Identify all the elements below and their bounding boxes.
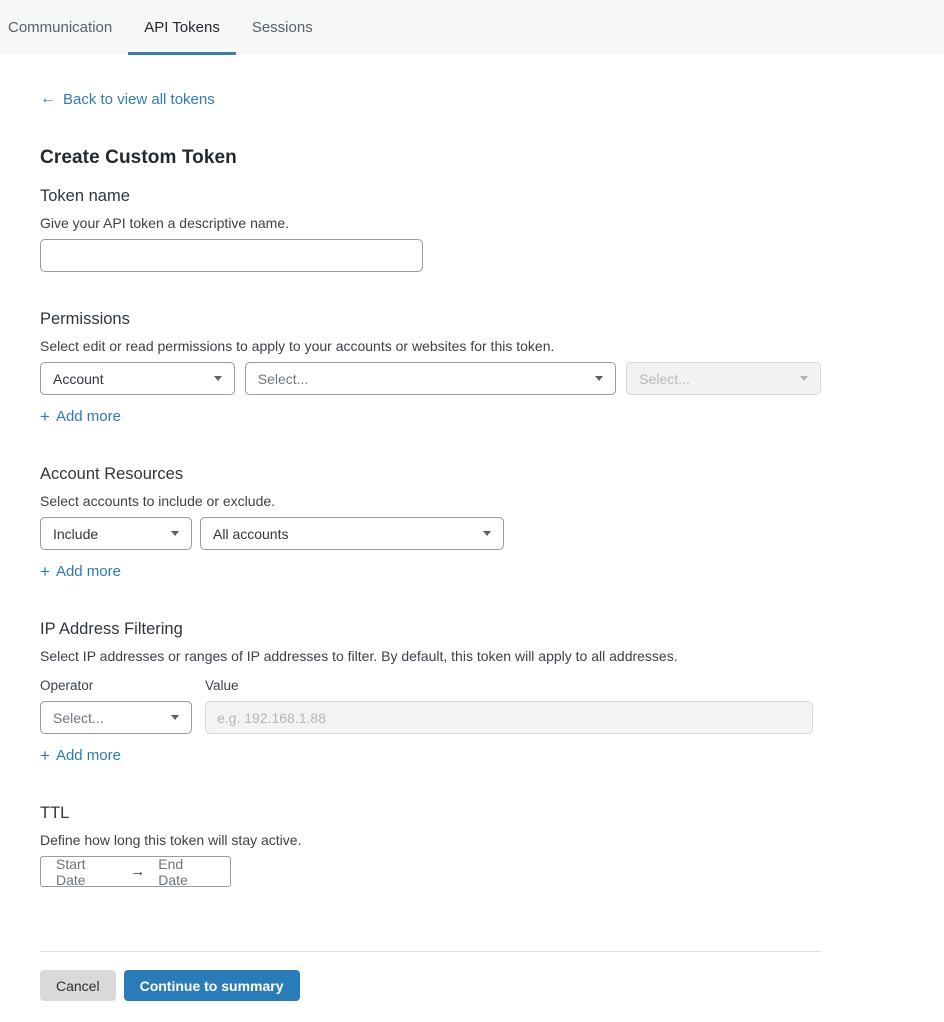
account-selection-select[interactable]	[200, 517, 504, 550]
token-name-input[interactable]	[40, 239, 423, 272]
plus-icon: +	[40, 407, 50, 426]
account-resources-add-more-label: Add more	[55, 563, 121, 580]
chevron-down-icon	[171, 531, 179, 536]
ip-value-input	[205, 701, 813, 734]
account-include-exclude-select[interactable]	[40, 517, 192, 550]
section-token-name	[40, 187, 821, 272]
permission-scope-select[interactable]	[40, 362, 235, 395]
tab-sessions-label: Sessions	[251, 19, 313, 36]
chevron-down-icon	[483, 531, 491, 536]
back-to-tokens-link[interactable]	[40, 90, 215, 108]
permissions-add-more-label: Add more	[55, 408, 121, 425]
token-name-description: Give your API token a descriptive name.	[40, 215, 290, 231]
permissions-heading: Permissions	[40, 310, 130, 328]
main-content	[0, 55, 861, 1001]
tab-api-tokens[interactable]	[128, 0, 236, 55]
ip-operator-placeholder: Select...	[53, 709, 104, 726]
plus-icon: +	[40, 562, 50, 581]
account-resources-add-more-link[interactable]	[40, 563, 121, 580]
start-date-placeholder: Start Date	[56, 855, 86, 888]
account-resources-heading: Account Resources	[40, 465, 184, 483]
section-ttl	[40, 804, 821, 887]
ip-filtering-add-more-link[interactable]	[40, 747, 121, 764]
tab-communication-label: Communication	[8, 19, 113, 36]
value-label: Value	[205, 678, 239, 693]
ip-filtering-add-more-label: Add more	[55, 747, 121, 764]
permission-scope-value: Account	[53, 370, 104, 387]
chevron-down-icon	[595, 376, 603, 381]
chevron-down-icon	[214, 376, 222, 381]
plus-icon: +	[40, 746, 50, 765]
right-arrow-icon: →	[130, 863, 146, 880]
page-title: Create Custom Token	[40, 147, 237, 168]
account-resources-description: Select accounts to include or exclude.	[40, 493, 276, 509]
ttl-date-range-picker[interactable]	[40, 856, 231, 887]
permission-resource-placeholder: Select...	[257, 370, 309, 387]
tab-bar	[0, 0, 944, 55]
tab-communication[interactable]	[0, 0, 128, 55]
continue-to-summary-button[interactable]: Continue to summary	[124, 970, 300, 1001]
cancel-button[interactable]: Cancel	[40, 970, 116, 1001]
chevron-down-icon	[800, 376, 808, 381]
permission-level-select	[626, 362, 821, 395]
ttl-heading: TTL	[40, 804, 70, 822]
account-include-exclude-value: Include	[53, 525, 99, 542]
permissions-description: Select edit or read permissions to apply to your accounts or websites for this token.	[40, 338, 555, 354]
ip-filtering-description: Select IP addresses or ranges of IP addresses to filter. By default, this token will apply to all addresses.	[40, 648, 678, 664]
section-account-resources	[40, 465, 821, 582]
footer-actions	[40, 970, 821, 1001]
ip-operator-select[interactable]	[40, 701, 192, 734]
chevron-down-icon	[171, 715, 179, 720]
ttl-description: Define how long this token will stay active.	[40, 832, 302, 848]
permission-level-placeholder: Select...	[639, 370, 690, 387]
section-permissions	[40, 310, 821, 427]
footer-divider	[40, 951, 821, 952]
ip-filtering-heading: IP Address Filtering	[40, 620, 183, 638]
operator-label: Operator	[40, 678, 94, 693]
token-name-heading: Token name	[40, 187, 130, 205]
tab-sessions[interactable]	[236, 0, 329, 55]
end-date-placeholder: End Date	[158, 855, 188, 888]
permission-resource-select[interactable]	[245, 362, 617, 395]
account-selection-value: All accounts	[213, 525, 289, 542]
permissions-add-more-link[interactable]	[40, 408, 121, 425]
section-ip-filtering	[40, 620, 821, 766]
back-link-label: Back to view all tokens	[63, 90, 215, 108]
back-arrow-icon: ←	[40, 90, 56, 107]
tab-api-tokens-label: API Tokens	[144, 19, 220, 36]
